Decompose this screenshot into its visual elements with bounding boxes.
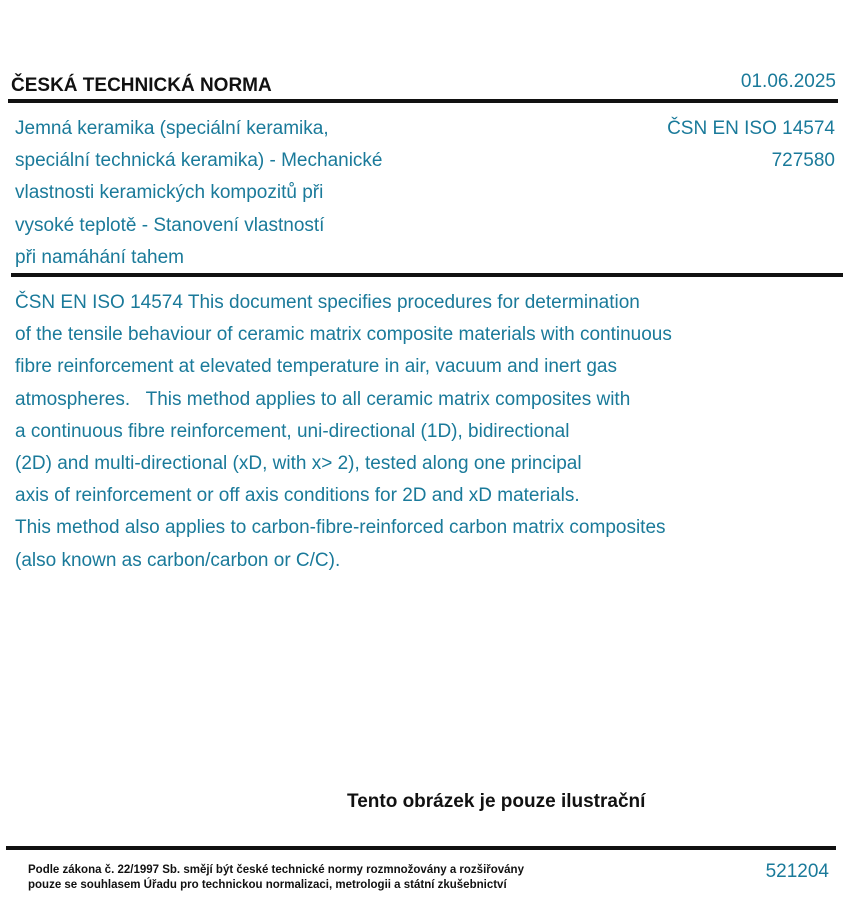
standard-title-line: speciální technická keramika) - Mechanické [15, 150, 383, 172]
abstract-line: fibre reinforcement at elevated temperature in air, vacuum and inert gas [15, 356, 617, 378]
middle-divider [11, 273, 843, 277]
standard-title-line: při namáhání tahem [15, 246, 184, 268]
abstract-line: axis of reinforcement or off axis conditions for 2D and xD materials. [15, 485, 580, 507]
standard-title-line: Jemná keramika (speciální keramika, [15, 118, 329, 139]
publication-date: 01.06.2025 [740, 71, 836, 92]
top-divider [8, 99, 838, 103]
abstract-line: This method also applies to carbon-fibre-reinforced carbon matrix composites [15, 517, 666, 539]
abstract-line: atmospheres. This method applies to all ceramic matrix composites with [15, 388, 631, 410]
abstract-line: a continuous fibre reinforcement, uni-directional (1D), bidirectional [15, 420, 570, 442]
standard-title-line: vlastnosti keramických kompozitů při [15, 182, 324, 204]
legal-notice-line: pouze se souhlasem Úřadu pro technickou normalizaci, metrologii a státní zkušebnictví [28, 879, 507, 891]
document-heading: ČESKÁ TECHNICKÁ NORMA [11, 75, 272, 96]
legal-notice [28, 863, 524, 893]
abstract-line: ČSN EN ISO 14574 This document specifies procedures for determination [15, 292, 640, 313]
abstract-text [15, 287, 815, 577]
standard-identifiers [667, 113, 835, 177]
illustration-notice: Tento obrázek je pouze ilustrační [347, 791, 646, 812]
standard-title [15, 113, 485, 274]
standard-title-line: vysoké teplotě - Stanovení vlastností [15, 214, 325, 236]
classification-code: 727580 [771, 150, 835, 172]
abstract-line: of the tensile behaviour of ceramic matrix composite materials with continuous [15, 324, 672, 346]
abstract-line: (2D) and multi-directional (xD, with x> 2), tested along one principal [15, 453, 582, 475]
legal-notice-line: Podle zákona č. 22/1997 Sb. smějí být české technické normy rozmnožovány a rozšiřovány [28, 864, 524, 876]
bottom-divider [6, 846, 836, 850]
standard-number: ČSN EN ISO 14574 [667, 118, 835, 139]
abstract-line: (also known as carbon/carbon or C/C). [15, 549, 341, 571]
footer-code: 521204 [765, 861, 829, 882]
